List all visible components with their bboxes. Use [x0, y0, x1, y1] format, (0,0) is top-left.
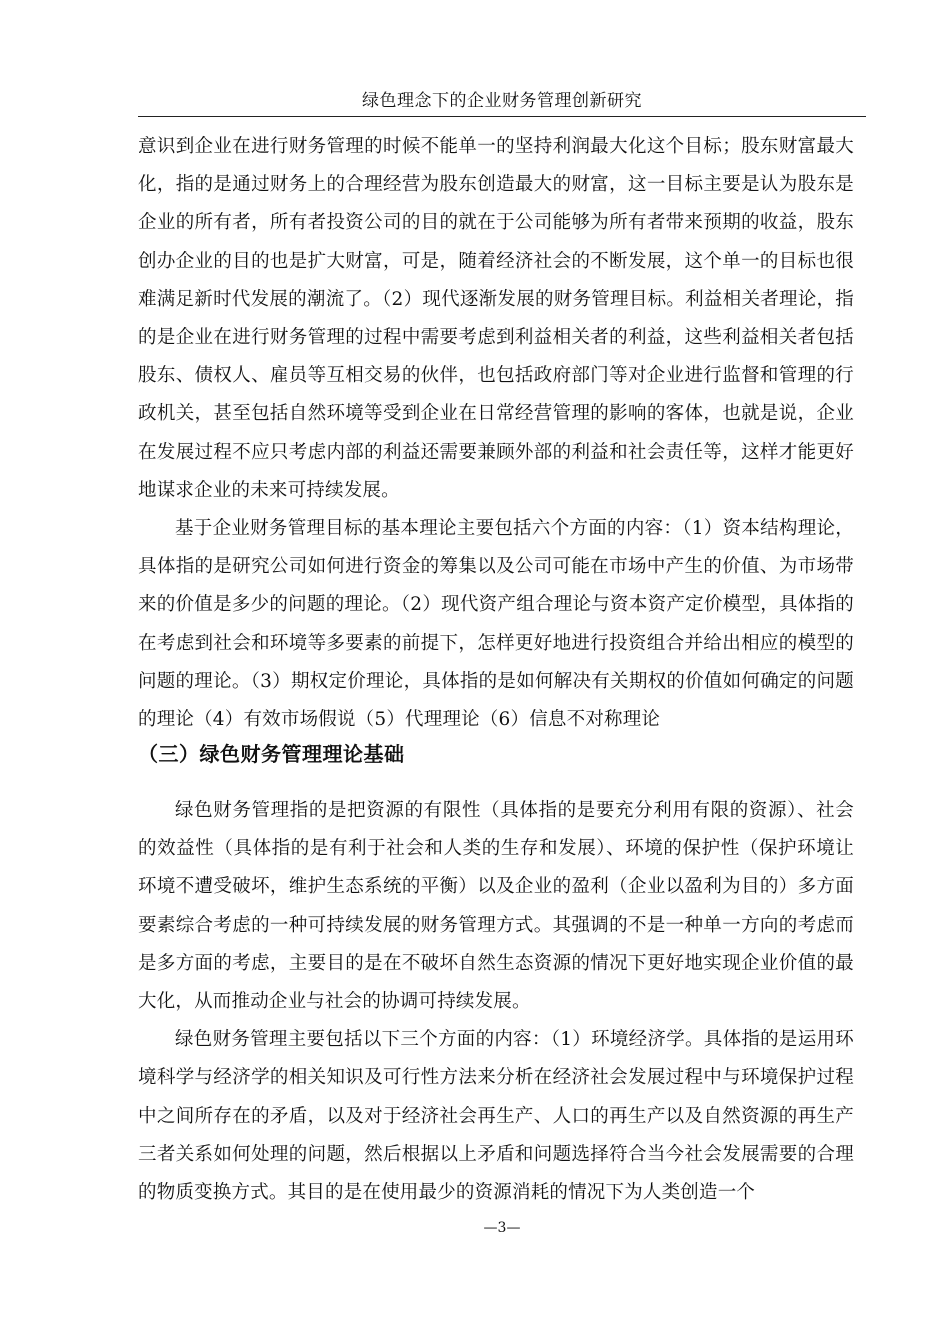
body-text-top: [138, 128, 854, 739]
header-divider: [138, 116, 866, 117]
paragraph-theory-basis: 基于企业财务管理目标的基本理论主要包括六个方面的内容：（1）资本结构理论，具体指的是研究公司如何进行资金的筹集以及公司可能在市场中产生的价值、为市场带来的价值是多少的问题的理论。（2）现代资产组合理论与资本资产定价模型，具体指的在考虑到社会和环境等多要素的前提下，怎样更好地进行投资组合并给出相应的模型的问题的理论。（3）期权定价理论，具体指的是如何解决有关期权的价值如何确定的问题的理论（4）有效市场假说（5）代理理论（6）信息不对称理论: [138, 518, 854, 731]
section-heading: （三）绿色财务管理理论基础: [138, 742, 405, 766]
body-text-bottom: [138, 792, 854, 1212]
paragraph-green-content: 绿色财务管理主要包括以下三个方面的内容：（1）环境经济学。具体指的是运用环境科学与经济学的相关知识及可行性方法来分析在经济社会发展过程中与环境保护过程中之间所存在的矛盾，以及对于经济社会再生产、人口的再生产以及自然资源的再生产三者关系如何处理的问题，然后根据以上矛盾和问题选择符合当今社会发展需要的合理的物质变换方式。其目的是在使用最少的资源消耗的情况下为人类创造一个: [138, 1029, 854, 1204]
page-header-title: 绿色理念下的企业财务管理创新研究: [362, 91, 642, 111]
paragraph-green-definition: 绿色财务管理指的是把资源的有限性（具体指的是要充分利用有限的资源）、社会的效益性（具体指的是有利于社会和人类的生存和发展）、环境的保护性（保护环境让环境不遭受破坏，维护生态系统的平衡）以及企业的盈利（企业以盈利为目的）多方面要素综合考虑的一种可持续发展的财务管理方式。其强调的不是一种单一方向的考虑而是多方面的考虑，主要目的是在不破坏自然生态资源的情况下更好地实现企业价值的最大化，从而推动企业与社会的协调可持续发展。: [138, 800, 854, 1013]
page-number: —3—: [483, 1220, 521, 1236]
paragraph-continued: 意识到企业在进行财务管理的时候不能单一的坚持利润最大化这个目标；股东财富最大化，指的是通过财务上的合理经营为股东创造最大的财富，这一目标主要是认为股东是企业的所有者，所有者投资公司的目的就在于公司能够为所有者带来预期的收益，股东创办企业的目的也是扩大财富，可是，随着经济社会的不断发展，这个单一的目标也很难满足新时代发展的潮流了。（2）现代逐渐发展的财务管理目标。利益相关者理论，指的是企业在进行财务管理的过程中需要考虑到利益相关者的利益，这些利益相关者包括股东、债权人、雇员等互相交易的伙伴，也包括政府部门等对企业进行监督和管理的行政机关，甚至包括自然环境等受到企业在日常经营管理的影响的客体，也就是说，企业在发展过程不应只考虑内部的利益还需要兼顾外部的利益和社会责任等，这样才能更好地谋求企业的未来可持续发展。: [138, 136, 854, 501]
